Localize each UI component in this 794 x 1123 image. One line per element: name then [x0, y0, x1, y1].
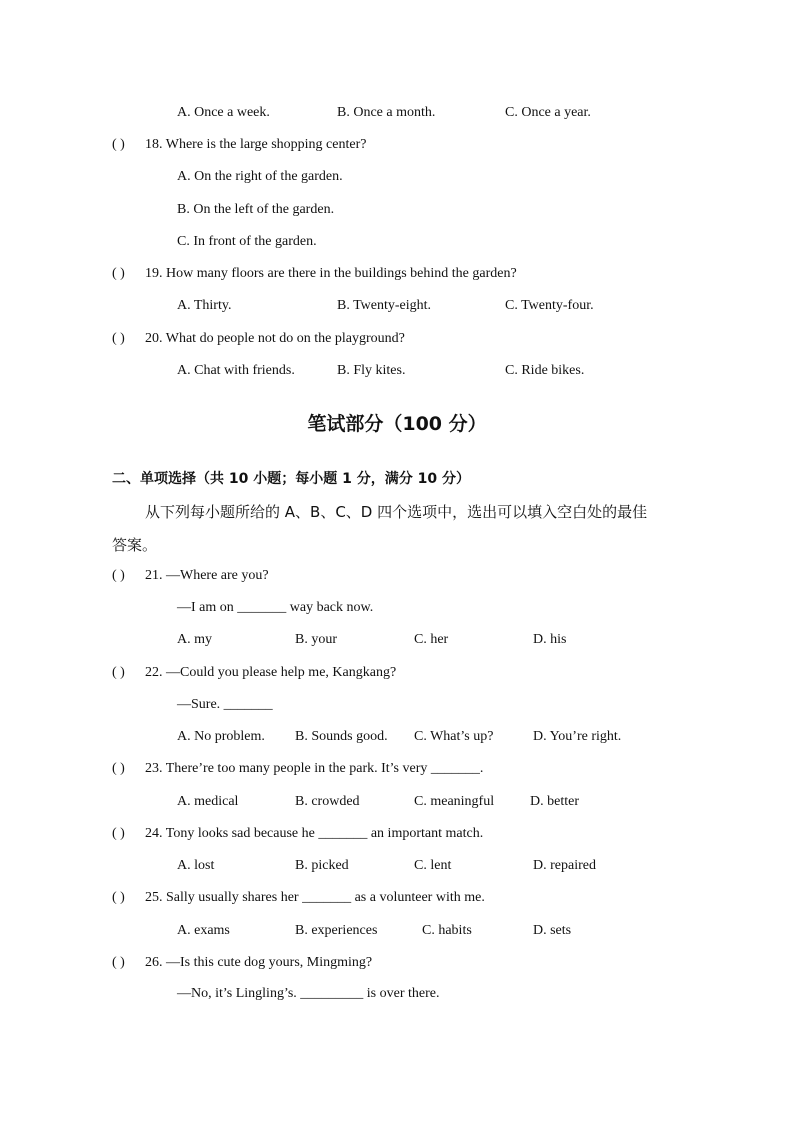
q22-dialogue-line: —Sure. _______ — [177, 697, 273, 712]
q21-option-a: A. my — [177, 632, 212, 647]
q24-option-a: A. lost — [177, 858, 215, 873]
q19-answer-blank[interactable]: ( ) — [112, 266, 125, 281]
q18-option-c: C. In front of the garden. — [177, 234, 317, 249]
q25-option-b: B. experiences — [295, 923, 378, 938]
q25-stem: 25. Sally usually shares her _______ as a volunteer with me. — [145, 890, 485, 905]
q17-option-a: A. Once a week. — [177, 105, 270, 120]
q23-answer-blank[interactable]: ( ) — [112, 761, 125, 776]
q21-stem: 21. —Where are you? — [145, 568, 269, 583]
q17-option-c: C. Once a year. — [505, 105, 591, 120]
q18-answer-blank[interactable]: ( ) — [112, 137, 125, 152]
q20-stem: 20. What do people not do on the playground? — [145, 331, 405, 346]
q18-stem: 18. Where is the large shopping center? — [145, 137, 367, 152]
q20-answer-blank[interactable]: ( ) — [112, 331, 125, 346]
q23-option-b: B. crowded — [295, 794, 360, 809]
q23-stem: 23. There’re too many people in the park. It’s very _______. — [145, 761, 484, 776]
q22-option-c: C. What’s up? — [414, 729, 494, 744]
q21-option-c: C. her — [414, 632, 449, 647]
q24-option-d: D. repaired — [533, 858, 596, 873]
q19-option-b: B. Twenty-eight. — [337, 298, 432, 313]
q22-stem: 22. —Could you please help me, Kangkang? — [145, 665, 397, 680]
q21-option-b: B. your — [295, 632, 337, 647]
q24-option-c: C. lent — [414, 858, 452, 873]
q25-option-a: A. exams — [177, 923, 230, 938]
q21-dialogue-line: —I am on _______ way back now. — [177, 600, 374, 615]
q22-option-b: B. Sounds good. — [295, 729, 388, 744]
q26-dialogue-line: —No, it’s Lingling’s. _________ is over there. — [177, 986, 440, 1001]
q19-option-c: C. Twenty-four. — [505, 298, 594, 313]
q24-answer-blank[interactable]: ( ) — [112, 826, 125, 841]
q20-option-a: A. Chat with friends. — [177, 363, 295, 378]
q25-answer-blank[interactable]: ( ) — [112, 890, 125, 905]
q18-option-b: B. On the left of the garden. — [177, 202, 335, 217]
q19-option-a: A. Thirty. — [177, 298, 232, 313]
q21-answer-blank[interactable]: ( ) — [112, 568, 125, 583]
q25-option-d: D. sets — [533, 923, 572, 938]
q23-option-c: C. meaningful — [414, 794, 495, 809]
q22-option-a: A. No problem. — [177, 729, 265, 744]
q23-option-a: A. medical — [177, 794, 239, 809]
q20-option-c: C. Ride bikes. — [505, 363, 585, 378]
instruction-line-2: 答案。 — [112, 536, 158, 554]
q22-option-d: D. You’re right. — [533, 729, 622, 744]
q20-option-b: B. Fly kites. — [337, 363, 406, 378]
q21-option-d: D. his — [533, 632, 567, 647]
q24-option-b: B. picked — [295, 858, 349, 873]
q23-option-d: D. better — [530, 794, 579, 809]
q25-option-c: C. habits — [422, 923, 472, 938]
q22-answer-blank[interactable]: ( ) — [112, 665, 125, 680]
instruction-line-1: 从下列每小题所给的 A、B、C、D 四个选项中，选出可以填入空白处的最佳 — [145, 503, 648, 521]
section-heading: 二、单项选择（共 10 小题；每小题 1 分，满分 10 分） — [112, 471, 470, 487]
q17-option-b: B. Once a month. — [337, 105, 436, 120]
written-part-title: 笔试部分（100 分） — [307, 413, 487, 435]
q26-stem: 26. —Is this cute dog yours, Mingming? — [145, 955, 373, 970]
q24-stem: 24. Tony looks sad because he _______ an important match. — [145, 826, 484, 841]
q19-stem: 19. How many floors are there in the buildings behind the garden? — [145, 266, 517, 281]
q18-option-a: A. On the right of the garden. — [177, 169, 343, 184]
q26-answer-blank[interactable]: ( ) — [112, 955, 125, 970]
